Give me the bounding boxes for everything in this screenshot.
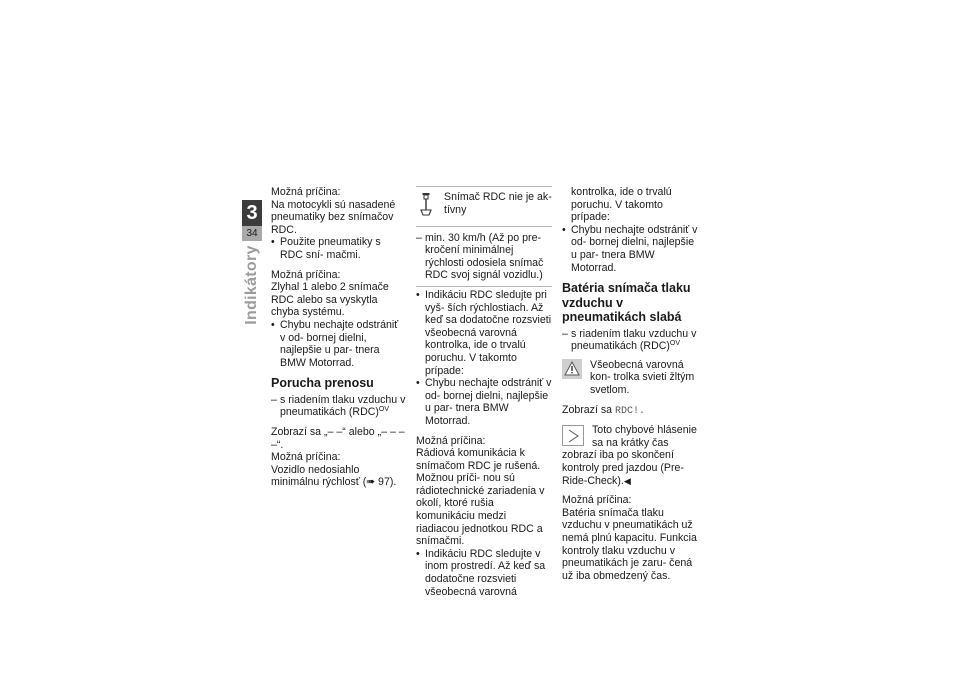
paragraph: Na motocykli sú nasadené pneumatiky bez snímačov RDC. bbox=[271, 198, 396, 236]
sensor-status-box bbox=[416, 186, 552, 227]
bullet-item: • Chybu nechajte odstrániť v od- bornej dielni, najlepšie u par- tnera BMW Motorrad. bbox=[271, 319, 406, 369]
display-text: Zobrazí sa „– –“ alebo „– – – –“. bbox=[271, 426, 405, 451]
paragraph bbox=[271, 464, 406, 489]
bullet-item: • Chybu nechajte odstrániť v od- bornej dielni, najlepšie u par- tnera BMW Motorrad. bbox=[562, 224, 702, 274]
cause-label: Možná príčina: bbox=[271, 451, 341, 464]
chapter-number: 3 bbox=[242, 200, 262, 226]
dash-text: s riadením tlaku vzduchu v pneumatikách (RDC) bbox=[280, 393, 406, 419]
info-note bbox=[562, 424, 702, 487]
section-heading-transmission: Porucha prenosu bbox=[271, 376, 374, 391]
ov-superscript: OV bbox=[378, 406, 390, 414]
info-arrow-icon bbox=[562, 425, 584, 446]
dash-text: s riadením tlaku vzduchu v pneumatikách (RDC) bbox=[571, 327, 697, 353]
end-marker-icon: ◀ bbox=[623, 475, 631, 486]
sensor-box-text: Snímač RDC nie je ak- tívny bbox=[444, 191, 552, 216]
page-reference-link[interactable]: (➠ 97). bbox=[362, 476, 397, 489]
cause-label: Možná príčina: bbox=[562, 494, 632, 507]
dash-item bbox=[562, 328, 702, 353]
section-heading-battery: Batéria snímača tlaku vzduchu v pneumatikách slabá bbox=[562, 281, 691, 325]
page-number: 34 bbox=[242, 226, 262, 241]
bullet-item: • Chybu nechajte odstrániť v od- bornej dielni, najlepšie u par- tnera BMW Motorrad. bbox=[416, 377, 552, 427]
paragraph: kontrolka, ide o trvalú poruchu. V takomto prípade: bbox=[571, 186, 672, 224]
column-3 bbox=[562, 186, 702, 582]
dash-item bbox=[271, 394, 406, 419]
warning-note-text: Všeobecná varovná kon- trolka svieti žltým svetlom. bbox=[590, 358, 695, 397]
ov-superscript: OV bbox=[669, 340, 681, 348]
chapter-side-title bbox=[239, 246, 265, 324]
paragraph: Zlyhal 1 alebo 2 snímače RDC alebo sa vyskytla chyba systému. bbox=[271, 281, 389, 319]
display-label: Zobrazí sa bbox=[562, 403, 613, 416]
cause-label: Možná príčina: bbox=[271, 186, 341, 198]
column-1 bbox=[271, 186, 406, 489]
column-2 bbox=[416, 186, 552, 598]
warning-note bbox=[562, 359, 702, 397]
bullet-item: • Indikáciu RDC sledujte pri vyš- ších rýchlostiach. Až keď sa dodatočne rozsvieti všeobecná varovná kontrolka, ide o trvalú poruchu. V takomto prípade: bbox=[416, 289, 552, 377]
cause-label: Možná príčina: bbox=[271, 268, 341, 281]
dash-item: – min. 30 km/h (Až po pre- kročení minimálnej rýchlosti odosiela snímač RDC svoj signál vozidlu.) bbox=[416, 227, 552, 287]
display-code: RDC!. bbox=[615, 405, 646, 417]
tire-sensor-icon bbox=[416, 191, 436, 221]
min-speed-text: Vozidlo nedosiahlo minimálnu rýchlosť bbox=[271, 463, 360, 489]
paragraph: Rádiová komunikácia k snímačom RDC je rušená. Možnou príči- nou sú rádiotechnické zariadenia v okolí, ktoré rušia komunikáciu medzi riadiacou jednotkou RDC a snímačmi. bbox=[416, 447, 545, 548]
cause-label: Možná príčina: bbox=[416, 434, 486, 447]
bullet-item: • Indikáciu RDC sledujte v inom prostredí. Až keď sa dodatočne rozsvieti všeobecná varovná bbox=[416, 548, 552, 598]
chapter-side-title-text: Indikátory bbox=[243, 245, 260, 325]
paragraph: Batéria snímača tlaku vzduchu v pneumatikách už nemá plnú kapacitu. Funkcia kontroly tlaku vzduchu v pneumatikách je zaru- čená už iba obmedzený čas. bbox=[562, 506, 697, 582]
info-note-text: Toto chybové hlásenie sa na krátky čas zobrazí iba po skončení kontroly pred jazdou (Pre-Ride-Check). bbox=[562, 424, 697, 487]
bullet-item: • Použite pneumatiky s RDC sní- mačmi. bbox=[271, 236, 406, 261]
warning-triangle-icon bbox=[562, 359, 582, 379]
display-line bbox=[562, 404, 702, 419]
